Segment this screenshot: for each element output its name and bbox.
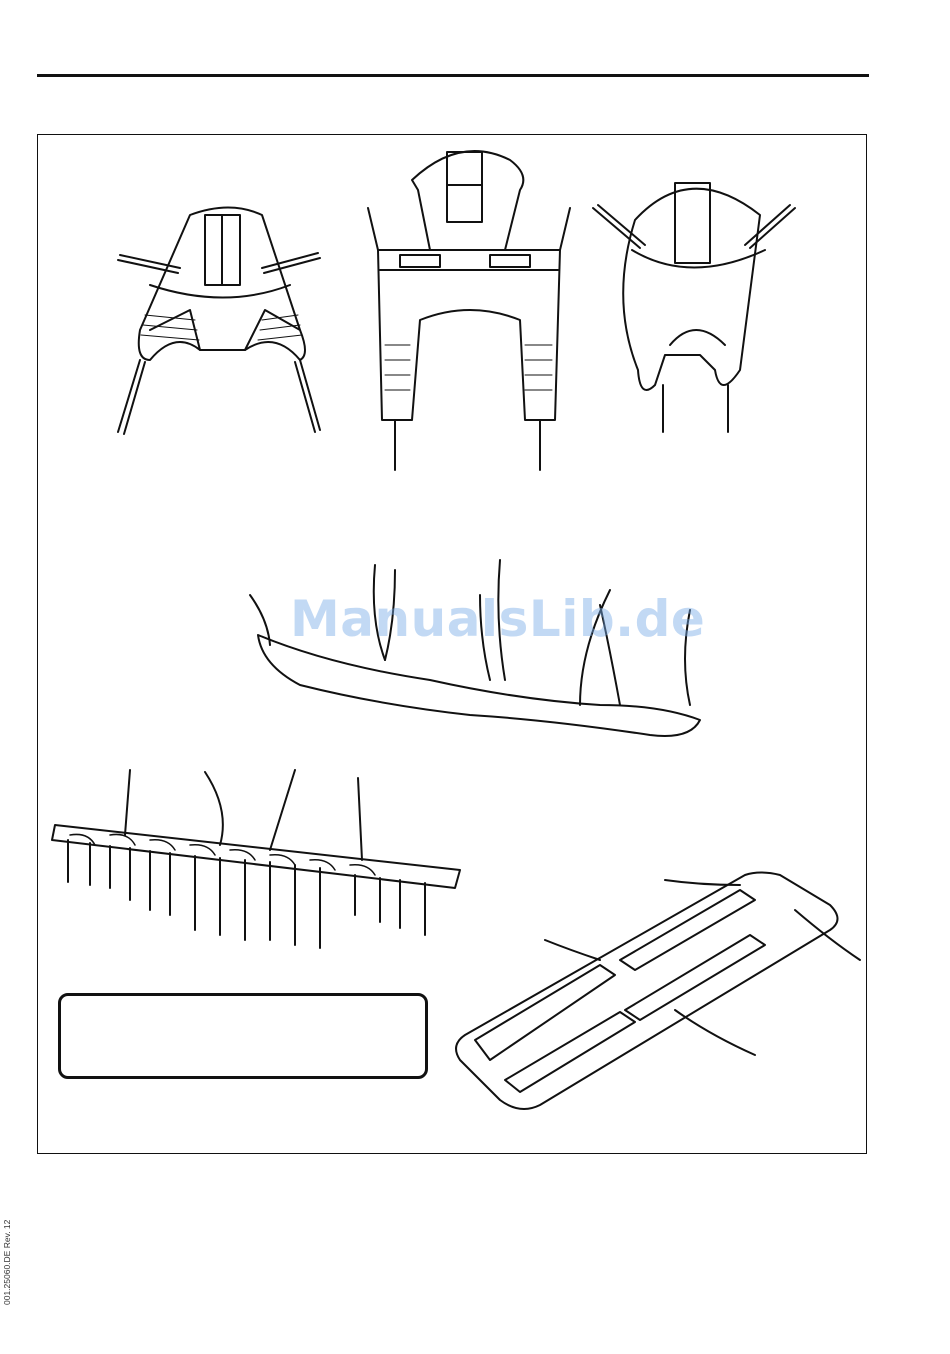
document-code: 001.25060.DE Rev. 12 [2,1219,12,1305]
sling-full-body-illustration [250,560,706,736]
sling-toileting-illustration [368,151,570,470]
watermark: ManualsLib.de [290,590,706,648]
sling-strap-stretcher-illustration [52,770,460,948]
sling-hammock-illustration [593,183,795,432]
sling-scoop-stretcher-illustration [456,873,860,1110]
sling-universal-illustration [118,208,320,435]
blank-callout-box [58,993,428,1079]
